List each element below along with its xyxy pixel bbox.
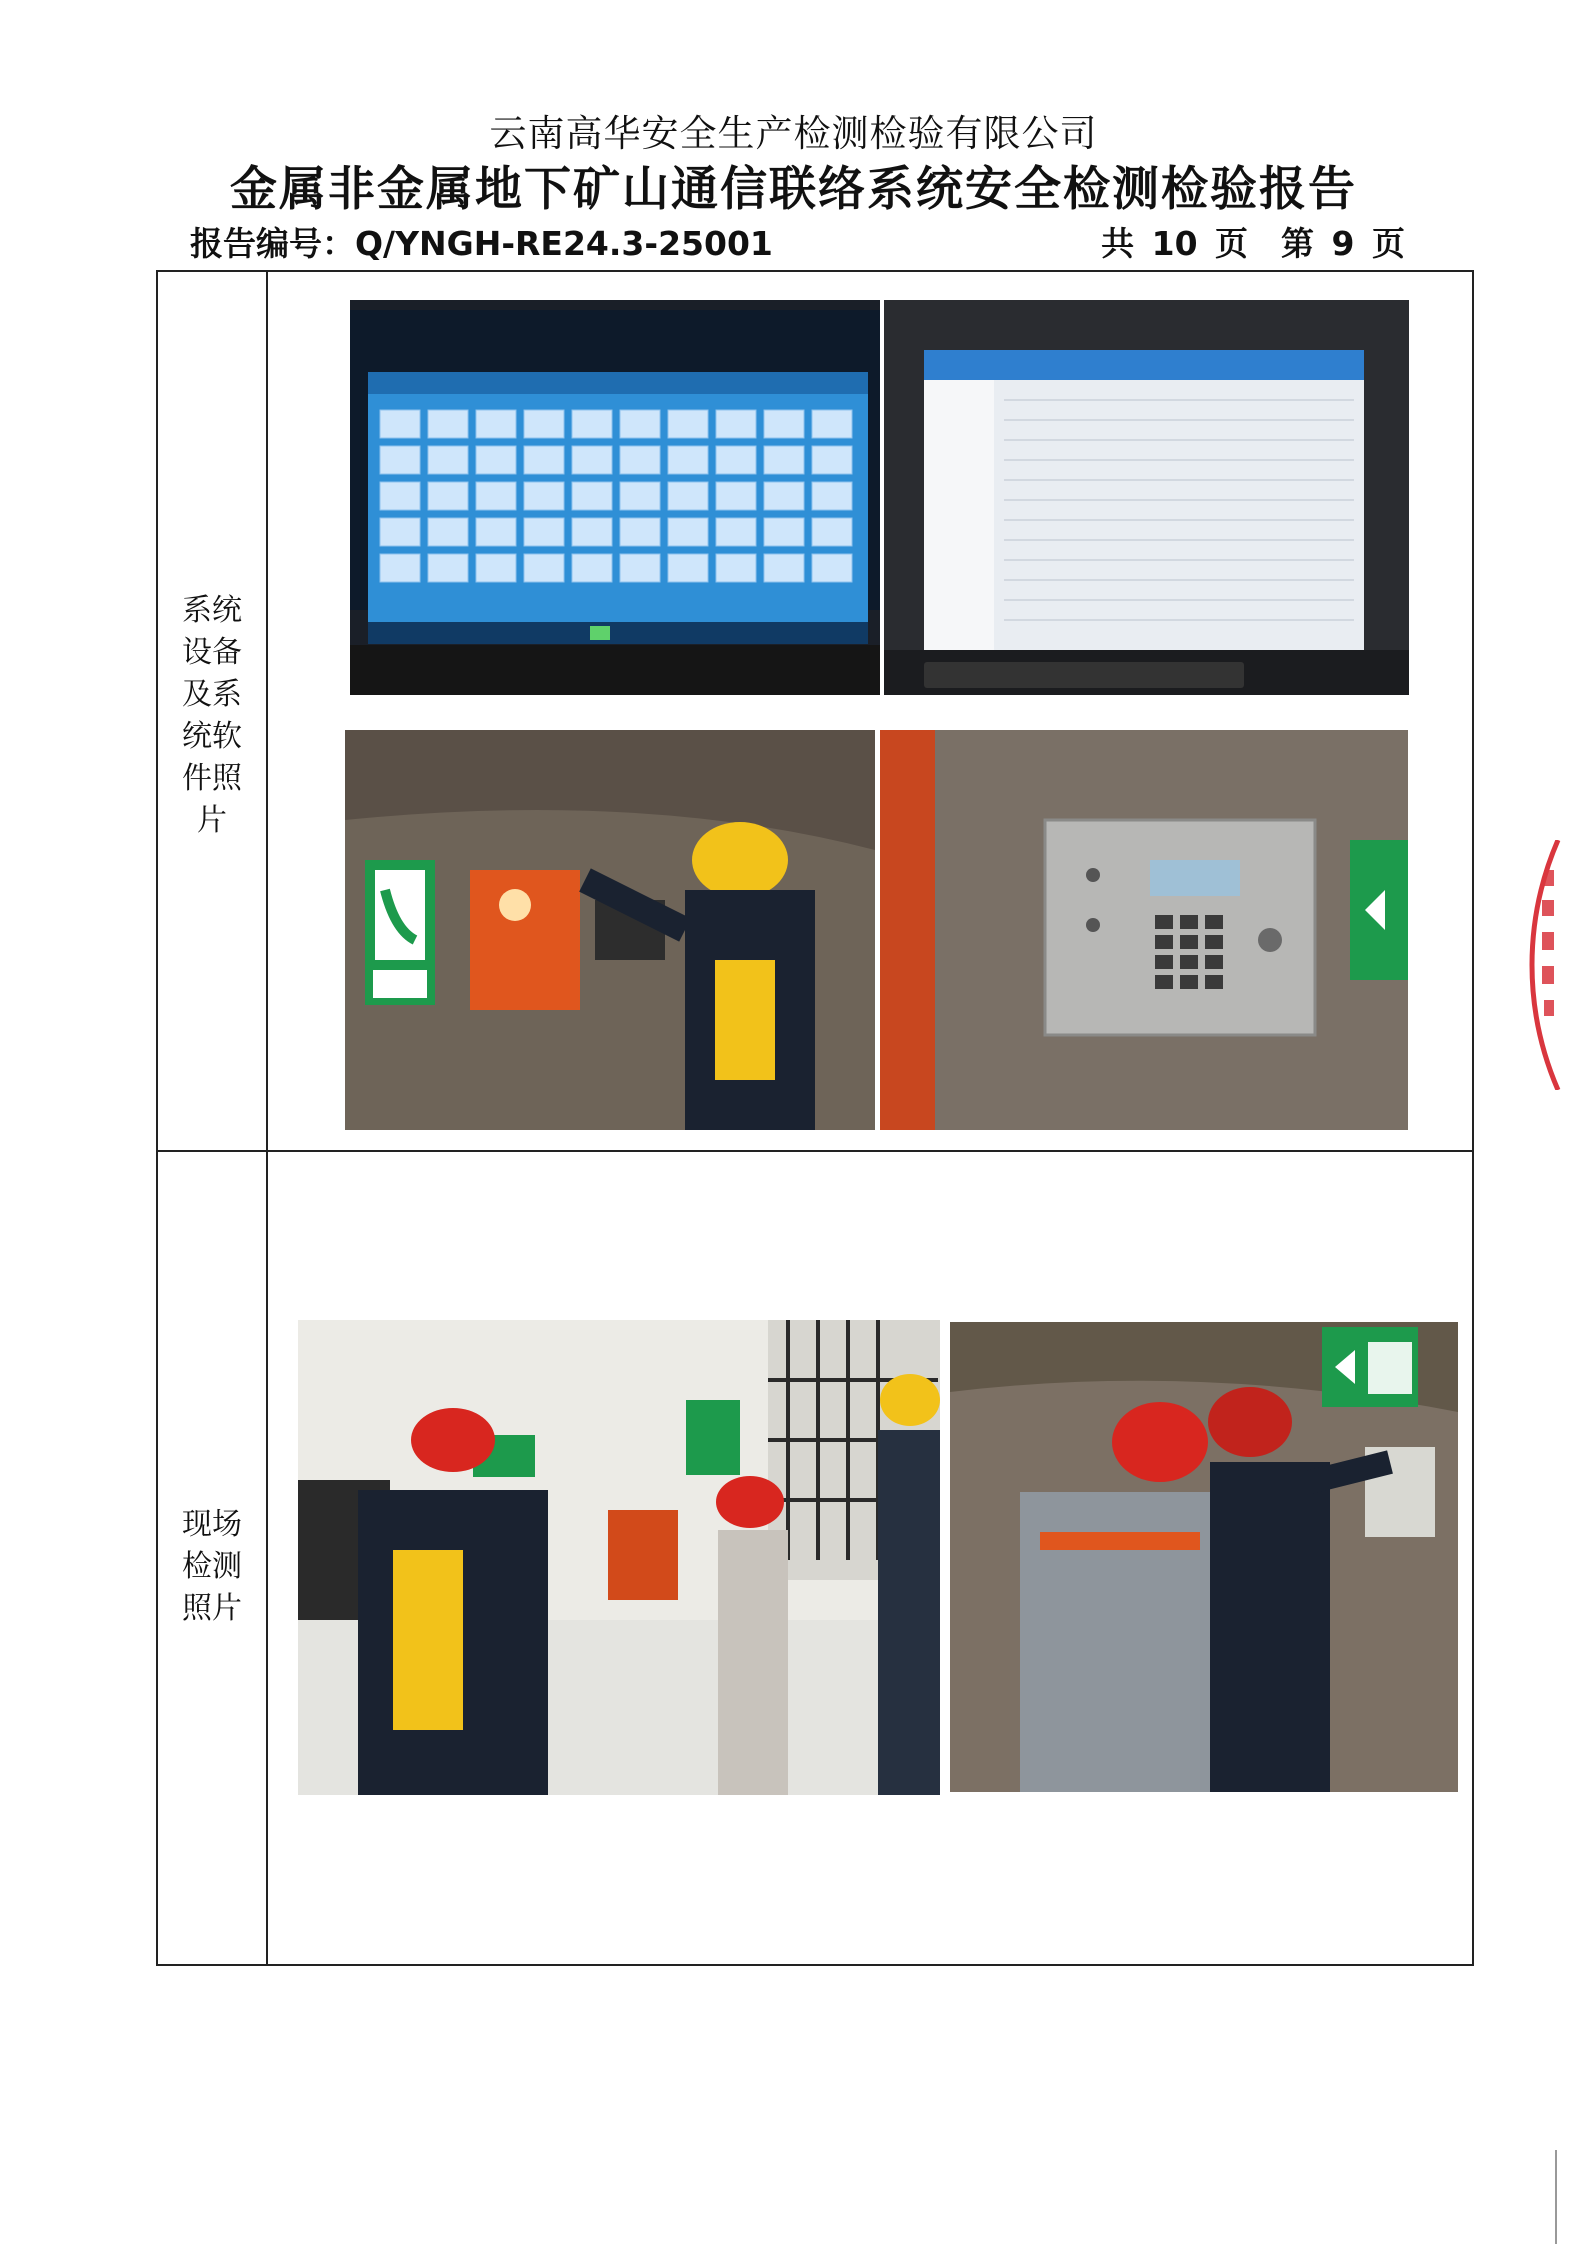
seal-stamp-fragment bbox=[1528, 840, 1568, 1090]
photo-broadcast-test bbox=[950, 1322, 1458, 1792]
photo-monitor-software bbox=[884, 300, 1409, 695]
company-name: 云南高华安全生产检测检验有限公司 bbox=[489, 112, 1098, 155]
report-meta-row bbox=[190, 218, 1405, 268]
photo-inspectors-room bbox=[298, 1320, 940, 1795]
page-info: 共 10 页 第 9 页 bbox=[1101, 224, 1405, 263]
report-number: 报告编号：Q/YNGH-RE24.3-25001 bbox=[190, 224, 773, 263]
photo-worker-emergency-phone bbox=[345, 730, 875, 1130]
row-divider bbox=[158, 1150, 1472, 1152]
report-title: 金属非金属地下矿山通信联络系统安全检测检验报告 bbox=[230, 162, 1357, 217]
column-divider bbox=[266, 272, 268, 1964]
photo-dispatch-console bbox=[350, 300, 880, 695]
row-label-site-photos: 现场检测照片 bbox=[182, 1507, 242, 1626]
row-label-system-photos: 系统设备及系统软件照片 bbox=[182, 593, 242, 838]
photo-phone-box bbox=[880, 730, 1408, 1130]
scan-artifact-line bbox=[1555, 2150, 1557, 2244]
